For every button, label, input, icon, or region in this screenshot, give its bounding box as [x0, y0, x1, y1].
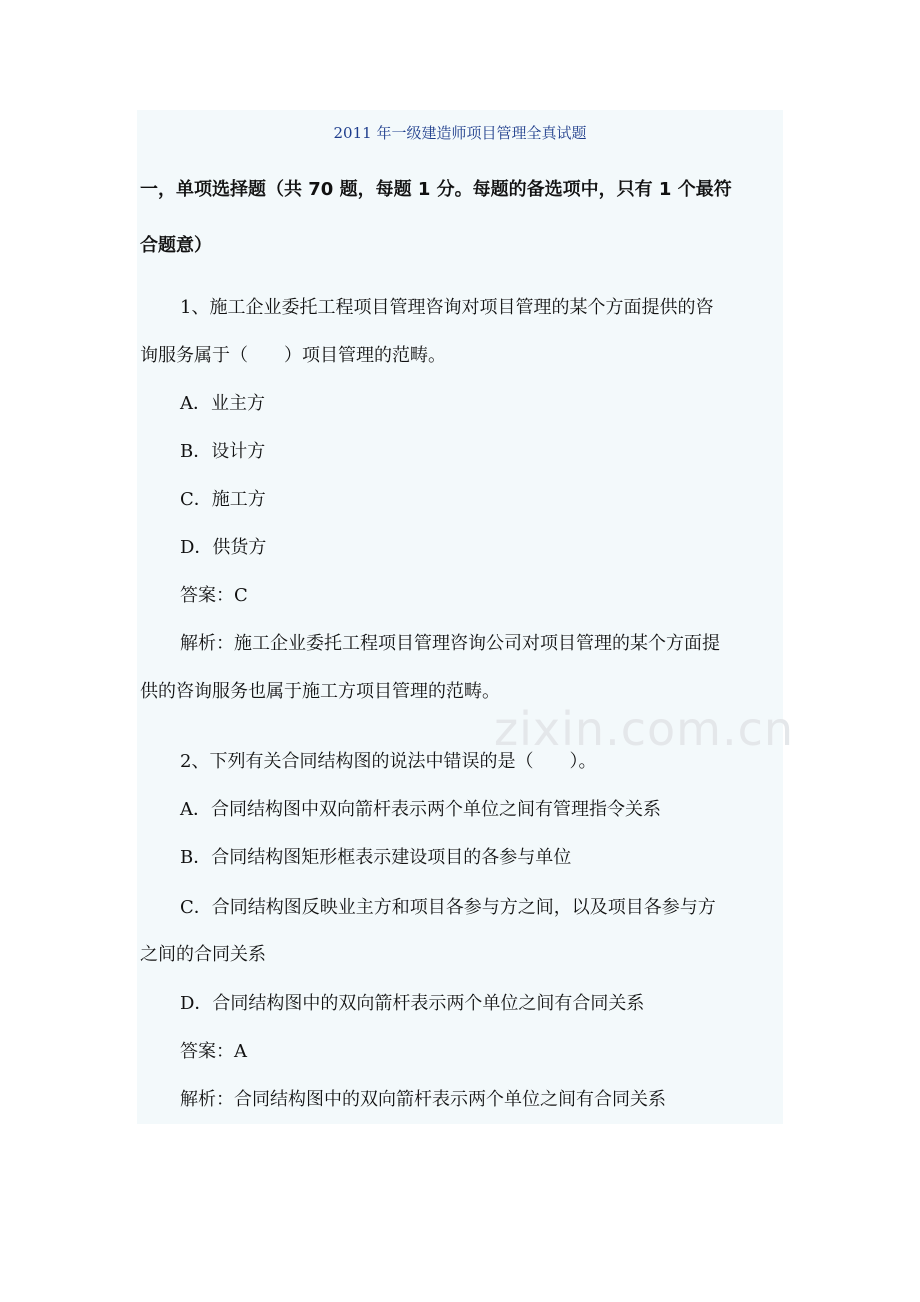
- section-header-line-2: 合题意）: [140, 235, 212, 256]
- question-1-analysis-line-1: 解析：施工企业委托工程项目管理咨询公司对项目管理的某个方面提: [180, 633, 720, 654]
- question-2-option-d: D．合同结构图中的双向箭杆表示两个单位之间有合同关系: [180, 993, 645, 1014]
- question-1-option-b: B．设计方: [180, 441, 266, 462]
- watermark: zixin.com.cn: [494, 702, 795, 756]
- question-1-stem-line-2: 询服务属于（ ）项目管理的范畴。: [140, 345, 446, 366]
- question-2-option-b: B．合同结构图矩形框表示建设项目的各参与单位: [180, 847, 572, 868]
- question-2-option-c-line-1: C．合同结构图反映业主方和项目各参与方之间，以及项目各参与方: [180, 897, 716, 918]
- question-1-answer: 答案：C: [180, 585, 248, 606]
- section-header-line-1: 一，单项选择题（共 70 题，每题 1 分。每题的备选项中，只有 1 个最符: [140, 179, 732, 200]
- question-2-option-a: A．合同结构图中双向箭杆表示两个单位之间有管理指令关系: [180, 799, 661, 820]
- question-2-analysis: 解析：合同结构图中的双向箭杆表示两个单位之间有合同关系: [180, 1089, 666, 1110]
- question-2-answer: 答案：A: [180, 1041, 247, 1062]
- question-1-option-d: D．供货方: [180, 537, 267, 558]
- section-header: [140, 162, 783, 274]
- document-page: [137, 110, 795, 1124]
- question-1-option-a: A．业主方: [180, 393, 265, 414]
- question-1-analysis-line-2: 供的咨询服务也属于施工方项目管理的范畴。: [140, 681, 500, 702]
- question-1-option-c: C．施工方: [180, 489, 266, 510]
- question-2-option-c-line-2: 之间的合同关系: [140, 944, 266, 965]
- document-title: 2011 年一级建造师项目管理全真试题: [333, 124, 587, 142]
- question-1-stem-line-1: 1、施工企业委托工程项目管理咨询对项目管理的某个方面提供的咨: [180, 297, 714, 318]
- question-2-stem: 2、下列有关合同结构图的说法中错误的是（ ）。: [180, 751, 597, 772]
